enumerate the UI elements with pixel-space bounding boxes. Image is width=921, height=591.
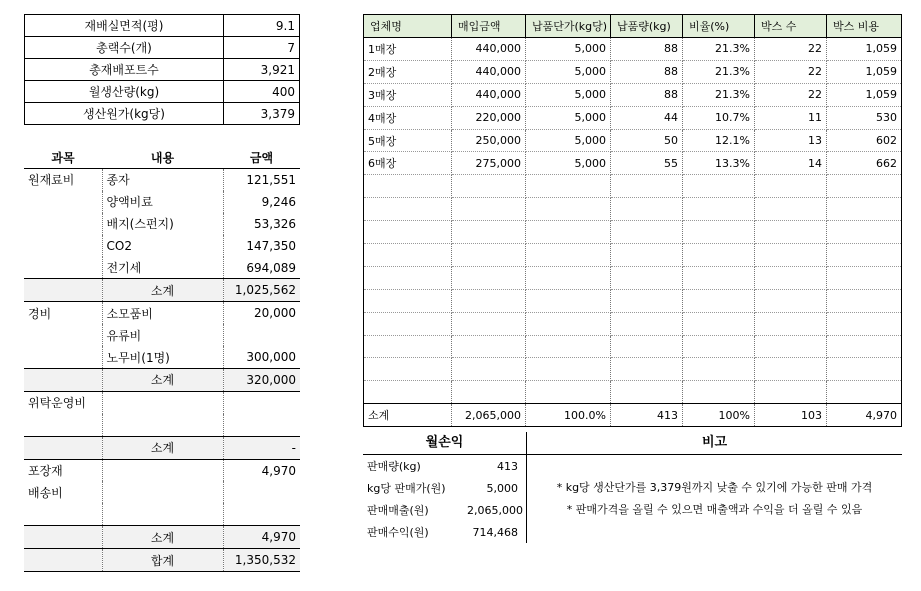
vendor-cell[interactable]: 21.3% — [683, 38, 755, 61]
cost-row — [24, 257, 300, 279]
vendor-empty-row — [364, 266, 902, 289]
pl-row — [363, 455, 526, 477]
cost-row — [24, 213, 300, 235]
cost-subtotal-row — [24, 526, 300, 549]
vendor-header-row — [364, 15, 902, 38]
cost-item[interactable]: 소모품비 — [102, 302, 223, 324]
pl-row — [363, 499, 526, 521]
cost-row — [24, 391, 300, 413]
cost-header-category[interactable]: 과목 — [24, 146, 102, 169]
cost-header-item[interactable]: 내용 — [102, 146, 223, 169]
vendor-total-cell[interactable]: 100.0% — [526, 404, 611, 427]
vendor-total-label[interactable]: 소계 — [364, 404, 452, 427]
cost-category[interactable]: 원재료비 — [28, 173, 75, 188]
pl-value[interactable]: 2,065,000 — [467, 503, 523, 517]
pl-label[interactable]: kg당 판매가(원) — [367, 482, 446, 495]
cost-row — [24, 191, 300, 213]
vendor-cell[interactable]: 440,000 — [452, 38, 526, 61]
cost-amount[interactable]: 147,350 — [223, 235, 300, 257]
vendor-cell[interactable]: 21.3% — [683, 83, 755, 106]
cost-category[interactable]: 포장재 — [28, 464, 63, 479]
vendor-cell[interactable]: 220,000 — [452, 106, 526, 129]
vendor-empty-row — [364, 312, 902, 335]
vendor-header-boxes[interactable]: 박스 수 — [755, 15, 827, 38]
vendor-total-cell[interactable]: 2,065,000 — [452, 404, 526, 427]
vendor-row — [364, 129, 902, 152]
cost-row — [24, 459, 300, 481]
vendor-name[interactable]: 5매장 — [364, 129, 452, 152]
summary-row-area — [25, 15, 300, 37]
pl-value[interactable]: 5,000 — [486, 481, 518, 495]
vendor-header-unit-price[interactable]: 납품단가(kg당) — [526, 15, 611, 38]
cost-table — [24, 146, 300, 572]
vendor-row — [364, 106, 902, 129]
vendor-cell[interactable]: 88 — [611, 60, 683, 83]
pl-value[interactable]: 714,468 — [472, 525, 518, 539]
summary-table — [24, 14, 300, 125]
subtotal-label[interactable]: 소계 — [102, 436, 223, 459]
cost-subtotal-row — [24, 436, 300, 459]
vendor-empty-row — [364, 289, 902, 312]
vendor-cell[interactable]: 22 — [755, 83, 827, 106]
cost-row — [24, 302, 300, 324]
subtotal-label[interactable]: 소계 — [102, 369, 223, 392]
summary-row-pots — [25, 59, 300, 81]
vendor-cell[interactable]: 250,000 — [452, 129, 526, 152]
cost-category[interactable]: 위탁운영비 — [28, 396, 86, 411]
subtotal-amount[interactable]: - — [223, 436, 300, 459]
vendor-cell[interactable]: 50 — [611, 129, 683, 152]
summary-value[interactable]: 3,379 — [224, 103, 300, 125]
vendor-row — [364, 38, 902, 61]
cost-amount[interactable] — [223, 324, 300, 346]
vendor-total-row — [364, 404, 902, 427]
vendor-name[interactable]: 4매장 — [364, 106, 452, 129]
pl-label[interactable]: 판매수익(원) — [367, 526, 429, 539]
cost-row — [24, 324, 300, 346]
vendor-total-cell[interactable]: 4,970 — [827, 404, 902, 427]
vendor-name[interactable]: 2매장 — [364, 60, 452, 83]
summary-label[interactable]: 생산원가(kg당) — [25, 103, 224, 125]
cost-row — [24, 346, 300, 368]
cost-amount[interactable]: 53,326 — [223, 213, 300, 235]
vendor-row — [364, 60, 902, 83]
vendor-cell[interactable]: 88 — [611, 83, 683, 106]
vendor-cell[interactable]: 88 — [611, 38, 683, 61]
summary-row-racks — [25, 37, 300, 59]
pl-label[interactable]: 판매량(kg) — [367, 460, 421, 473]
note-line[interactable]: * 판매가격을 올릴 수 있으면 매출액과 수익을 더 올릴 수 있음 — [566, 503, 863, 516]
vendor-cell[interactable]: 21.3% — [683, 60, 755, 83]
notes-title[interactable]: 비고 — [526, 432, 902, 455]
cost-item[interactable]: CO2 — [102, 235, 223, 257]
vendor-row — [364, 152, 902, 175]
cost-amount[interactable]: 4,970 — [223, 459, 300, 481]
vendor-cell[interactable]: 12.1% — [683, 129, 755, 152]
cost-subtotal-row — [24, 279, 300, 302]
summary-row-unit-cost — [25, 103, 300, 125]
total-label[interactable]: 합계 — [102, 549, 223, 572]
vendor-row — [364, 83, 902, 106]
summary-label[interactable]: 월생산량(kg) — [25, 81, 224, 103]
cost-item[interactable]: 전기세 — [102, 257, 223, 279]
vendor-cell[interactable]: 13 — [755, 129, 827, 152]
vendor-header-name[interactable]: 업체명 — [364, 15, 452, 38]
vendor-total-cell[interactable]: 100% — [683, 404, 755, 427]
subtotal-label[interactable]: 소계 — [102, 526, 223, 549]
cost-amount[interactable]: 20,000 — [223, 302, 300, 324]
summary-label[interactable]: 총랙수(개) — [25, 37, 224, 59]
vendor-cell[interactable]: 5,000 — [526, 152, 611, 175]
vendor-cell[interactable]: 5,000 — [526, 60, 611, 83]
cost-total-row — [24, 549, 300, 572]
subtotal-amount[interactable]: 1,025,562 — [223, 279, 300, 302]
summary-label[interactable]: 총재배포트수 — [25, 59, 224, 81]
cost-header-amount[interactable]: 금액 — [223, 146, 300, 169]
pl-value[interactable]: 413 — [497, 459, 518, 473]
vendor-empty-row — [364, 381, 902, 404]
cost-row — [24, 414, 300, 436]
vendor-cell[interactable]: 11 — [755, 106, 827, 129]
total-amount[interactable]: 1,350,532 — [223, 549, 300, 572]
cost-item[interactable]: 유류비 — [102, 324, 223, 346]
vendor-cell[interactable]: 22 — [755, 38, 827, 61]
vendor-cell[interactable]: 1,059 — [827, 83, 902, 106]
vendor-name[interactable]: 3매장 — [364, 83, 452, 106]
vendor-cell[interactable]: 5,000 — [526, 38, 611, 61]
vendor-total-cell[interactable]: 103 — [755, 404, 827, 427]
summary-row-production — [25, 81, 300, 103]
cost-category[interactable]: 경비 — [28, 306, 52, 321]
vendor-name[interactable]: 1매장 — [364, 38, 452, 61]
pl-title[interactable]: 월손익 — [363, 432, 526, 455]
subtotal-amount[interactable]: 320,000 — [223, 369, 300, 392]
cost-item[interactable]: 배지(스펀지) — [102, 213, 223, 235]
cost-item[interactable]: 종자 — [102, 169, 223, 191]
cost-amount[interactable]: 121,551 — [223, 169, 300, 191]
cost-amount[interactable]: 9,246 — [223, 191, 300, 213]
summary-value[interactable]: 9.1 — [224, 15, 300, 37]
vendor-cell[interactable]: 55 — [611, 152, 683, 175]
vendor-cell[interactable]: 662 — [827, 152, 902, 175]
summary-label[interactable]: 재배실면적(평) — [25, 15, 224, 37]
cost-row — [24, 481, 300, 503]
vendor-cell[interactable]: 5,000 — [526, 129, 611, 152]
vendor-empty-row — [364, 335, 902, 358]
pl-label[interactable]: 판매매출(원) — [367, 504, 429, 517]
vendor-header-ratio[interactable]: 비율(%) — [683, 15, 755, 38]
vendor-cell[interactable]: 530 — [827, 106, 902, 129]
vendor-name[interactable]: 6매장 — [364, 152, 452, 175]
vendor-cell[interactable]: 5,000 — [526, 106, 611, 129]
vendor-cell[interactable]: 44 — [611, 106, 683, 129]
note-line[interactable]: * kg당 생산단가를 3,379원까지 낮출 수 있기에 가능한 판매 가격 — [556, 481, 873, 494]
vendor-header-quantity[interactable]: 납품량(kg) — [611, 15, 683, 38]
cost-header-row — [24, 146, 300, 169]
cost-subtotal-row — [24, 369, 300, 392]
vendor-table — [363, 14, 902, 427]
vendor-cell[interactable]: 13.3% — [683, 152, 755, 175]
vendor-cell[interactable]: 14 — [755, 152, 827, 175]
vendor-cell[interactable]: 1,059 — [827, 60, 902, 83]
summary-value[interactable]: 3,921 — [224, 59, 300, 81]
vendor-header-purchase[interactable]: 매입금액 — [452, 15, 526, 38]
pl-row — [363, 477, 526, 499]
subtotal-label[interactable]: 소계 — [102, 279, 223, 302]
pl-row — [363, 521, 526, 543]
vendor-empty-row — [364, 358, 902, 381]
notes-panel — [526, 455, 902, 543]
vendor-cell[interactable]: 10.7% — [683, 106, 755, 129]
vendor-empty-row — [364, 198, 902, 221]
vendor-cell[interactable]: 602 — [827, 129, 902, 152]
cost-amount[interactable]: 300,000 — [223, 346, 300, 368]
vendor-cell[interactable]: 275,000 — [452, 152, 526, 175]
vendor-total-cell[interactable]: 413 — [611, 404, 683, 427]
cost-amount[interactable]: 694,089 — [223, 257, 300, 279]
vendor-empty-row — [364, 221, 902, 244]
summary-value[interactable]: 400 — [224, 81, 300, 103]
vendor-empty-row — [364, 244, 902, 267]
cost-category[interactable]: 배송비 — [28, 485, 63, 500]
vendor-cell[interactable]: 440,000 — [452, 60, 526, 83]
pl-table — [363, 455, 526, 543]
cost-item[interactable]: 노무비(1명) — [102, 346, 223, 368]
cost-row — [24, 169, 300, 191]
vendor-header-box-cost[interactable]: 박스 비용 — [827, 15, 902, 38]
vendor-cell[interactable]: 22 — [755, 60, 827, 83]
subtotal-amount[interactable]: 4,970 — [223, 526, 300, 549]
cost-row — [24, 503, 300, 525]
vendor-cell[interactable]: 1,059 — [827, 38, 902, 61]
summary-value[interactable]: 7 — [224, 37, 300, 59]
cost-row — [24, 235, 300, 257]
vendor-cell[interactable]: 440,000 — [452, 83, 526, 106]
vendor-cell[interactable]: 5,000 — [526, 83, 611, 106]
vendor-empty-row — [364, 175, 902, 198]
cost-item[interactable]: 양액비료 — [102, 191, 223, 213]
